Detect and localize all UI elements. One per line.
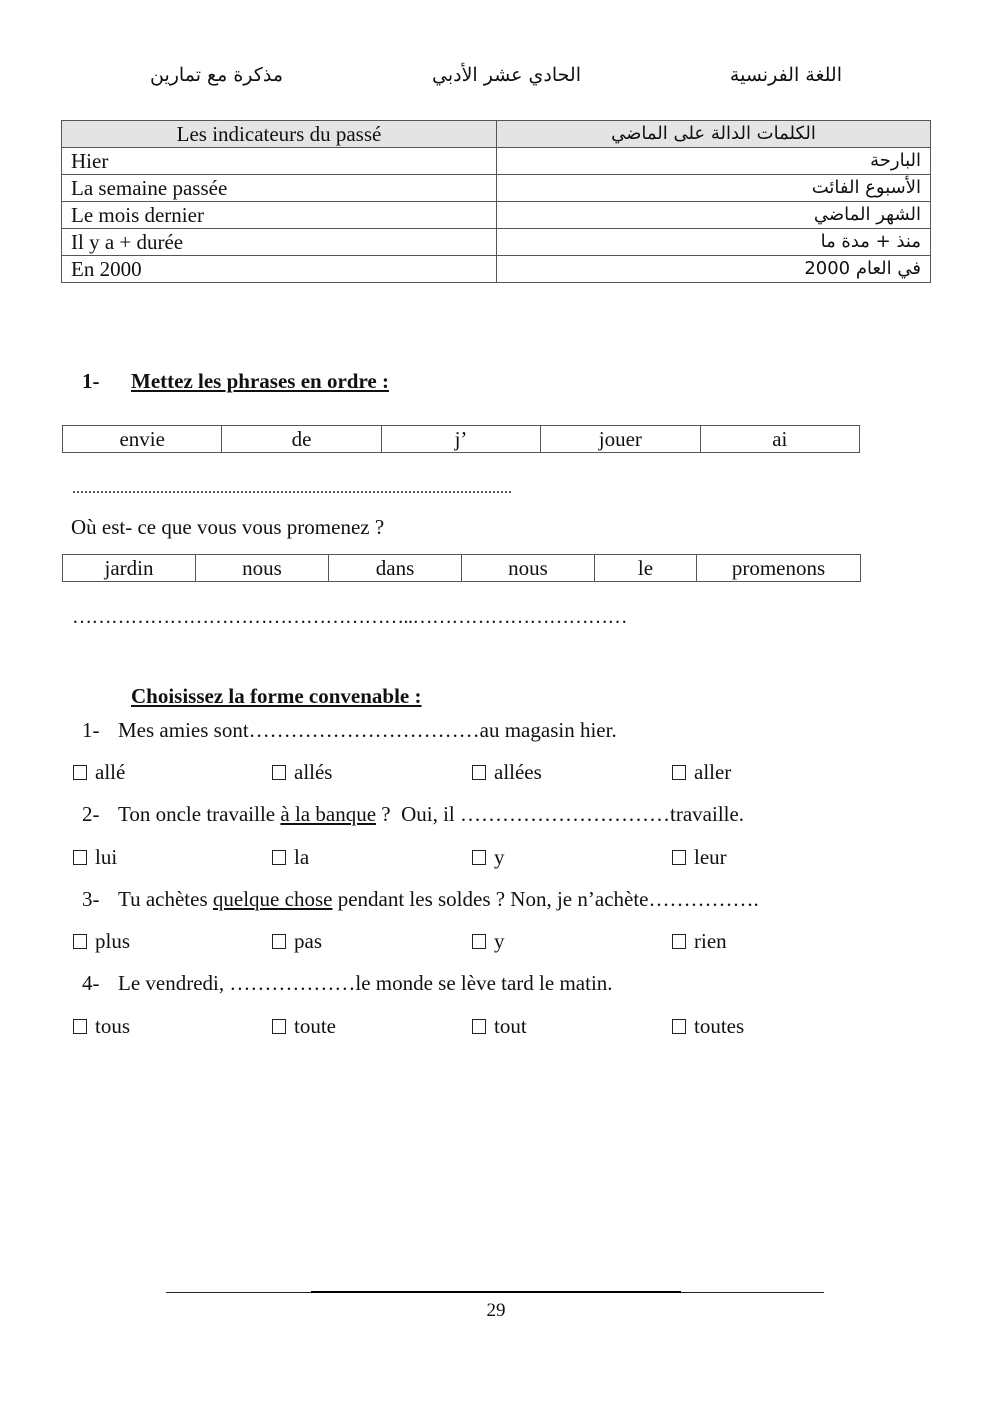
checkbox-icon[interactable] — [472, 765, 486, 780]
option-label: la — [294, 845, 310, 869]
header-booklet-title: مذكرة مع تمارين — [150, 64, 283, 86]
option-checkbox[interactable] — [272, 760, 332, 785]
checkbox-icon[interactable] — [73, 934, 87, 949]
cell-arabic: منذ + مدة ما — [497, 229, 931, 256]
option-label: tout — [494, 1014, 527, 1038]
checkbox-icon[interactable] — [73, 850, 87, 865]
question-text: pendant les soldes ? Non, je n’achète — [332, 887, 649, 911]
option-checkbox[interactable] — [672, 845, 727, 870]
cell-arabic: الشهر الماضي — [497, 202, 931, 229]
word-cell: jouer — [541, 426, 700, 453]
option-checkbox[interactable] — [73, 760, 125, 785]
question-1 — [82, 718, 617, 743]
option-label: toute — [294, 1014, 336, 1038]
checkbox-icon[interactable] — [272, 765, 286, 780]
option-checkbox[interactable] — [272, 929, 322, 954]
underlined-phrase: quelque chose — [212, 887, 333, 911]
table-header-row — [62, 121, 931, 148]
question-text: ? Oui, il — [376, 802, 461, 826]
cell-french: En 2000 — [62, 256, 497, 283]
blank[interactable]: ………………………… — [460, 802, 671, 826]
table-row — [62, 175, 931, 202]
cell-arabic: في العام 2000 — [497, 256, 931, 283]
option-label: tous — [95, 1014, 131, 1038]
exercise-2-heading — [131, 684, 421, 709]
checkbox-icon[interactable] — [272, 850, 286, 865]
word-cell: dans — [329, 555, 462, 582]
option-label: leur — [694, 845, 727, 869]
option-checkbox[interactable] — [672, 760, 731, 785]
table-row — [62, 148, 931, 175]
option-label: y — [494, 845, 505, 869]
question-number: 1- — [82, 718, 100, 742]
checkbox-icon[interactable] — [472, 1019, 486, 1034]
answer-line-1[interactable]: .............................................................................................................. — [72, 480, 512, 497]
checkbox-icon[interactable] — [272, 934, 286, 949]
question-text: le monde se lève tard le matin. — [355, 971, 613, 995]
option-label: lui — [95, 845, 118, 869]
word-cell: ai — [700, 426, 859, 453]
option-checkbox[interactable] — [272, 1014, 336, 1039]
question-text: Ton oncle travaille — [118, 802, 281, 826]
checkbox-icon[interactable] — [672, 1019, 686, 1034]
table-row — [62, 256, 931, 283]
option-label: allé — [95, 760, 126, 784]
cell-arabic: البارحة — [497, 148, 931, 175]
checkbox-icon[interactable] — [472, 934, 486, 949]
exercise-title: Choisissez la forme convenable : — [131, 684, 422, 708]
question-3 — [82, 887, 759, 912]
checkbox-icon[interactable] — [672, 850, 686, 865]
question-2 — [82, 802, 744, 827]
word-cell: jardin — [63, 555, 196, 582]
option-label: aller — [694, 760, 732, 784]
option-label: toutes — [694, 1014, 745, 1038]
table-row — [62, 229, 931, 256]
option-label: allées — [494, 760, 542, 784]
word-cell: nous — [462, 555, 595, 582]
underlined-phrase: à la banque — [280, 802, 377, 826]
word-cell: de — [222, 426, 381, 453]
question-number: 4- — [82, 971, 100, 995]
blank[interactable]: ……………. — [648, 887, 759, 911]
option-checkbox[interactable] — [672, 1014, 744, 1039]
question-4 — [82, 971, 613, 996]
option-checkbox[interactable] — [272, 845, 309, 870]
question-text: Mes amies sont — [118, 718, 249, 742]
question-number: 3- — [82, 887, 100, 911]
question-text: Tu achètes — [118, 887, 213, 911]
header-subject: اللغة الفرنسية — [729, 64, 842, 86]
cell-french: Hier — [62, 148, 497, 175]
cell-french: La semaine passée — [62, 175, 497, 202]
question-text: Le vendredi, — [118, 971, 230, 995]
checkbox-icon[interactable] — [672, 765, 686, 780]
question-text: au magasin hier. — [479, 718, 617, 742]
option-checkbox[interactable] — [73, 845, 117, 870]
option-checkbox[interactable] — [472, 929, 505, 954]
checkbox-icon[interactable] — [73, 1019, 87, 1034]
option-checkbox[interactable] — [73, 1014, 130, 1039]
past-indicators-table — [61, 120, 931, 283]
scrambled-words-table-2 — [62, 554, 861, 582]
blank[interactable]: …………………………… — [248, 718, 480, 742]
answer-line-2[interactable]: ……………………………………………..…………………………… — [72, 606, 627, 628]
option-label: allés — [294, 760, 333, 784]
checkbox-icon[interactable] — [672, 934, 686, 949]
header-grade: الحادي عشر الأدبي — [432, 64, 582, 86]
option-label: y — [494, 929, 505, 953]
checkbox-icon[interactable] — [73, 765, 87, 780]
word-cell: nous — [196, 555, 329, 582]
option-checkbox[interactable] — [472, 1014, 527, 1039]
column-header-arabic: الكلمات الدالة على الماضي — [497, 121, 931, 148]
exercise-title: Mettez les phrases en ordre : — [131, 369, 389, 393]
cell-arabic: الأسبوع الفائت — [497, 175, 931, 202]
option-label: rien — [694, 929, 727, 953]
cell-french: Le mois dernier — [62, 202, 497, 229]
word-cell: j’ — [381, 426, 540, 453]
exercise-1-heading — [82, 369, 389, 394]
table-row — [62, 202, 931, 229]
option-checkbox[interactable] — [672, 929, 727, 954]
option-label: plus — [95, 929, 131, 953]
question-text: travaille. — [670, 802, 745, 826]
page-number: 29 — [486, 1300, 506, 1321]
exercise-number: 1- — [82, 369, 100, 393]
checkbox-icon[interactable] — [472, 850, 486, 865]
word-cell: envie — [63, 426, 222, 453]
question-number: 2- — [82, 802, 100, 826]
option-checkbox[interactable] — [472, 760, 542, 785]
question-text: Où est- ce que vous vous promenez ? — [71, 515, 385, 539]
word-cell: promenons — [697, 555, 861, 582]
checkbox-icon[interactable] — [272, 1019, 286, 1034]
footer-divider-accent — [311, 1291, 681, 1293]
option-checkbox[interactable] — [472, 845, 505, 870]
option-checkbox[interactable] — [73, 929, 130, 954]
cell-french: Il y a + durée — [62, 229, 497, 256]
word-cell: le — [595, 555, 697, 582]
column-header-french: Les indicateurs du passé — [62, 121, 497, 148]
blank[interactable]: ……………… — [229, 971, 356, 995]
option-label: pas — [294, 929, 322, 953]
scrambled-words-table-1 — [62, 425, 860, 453]
